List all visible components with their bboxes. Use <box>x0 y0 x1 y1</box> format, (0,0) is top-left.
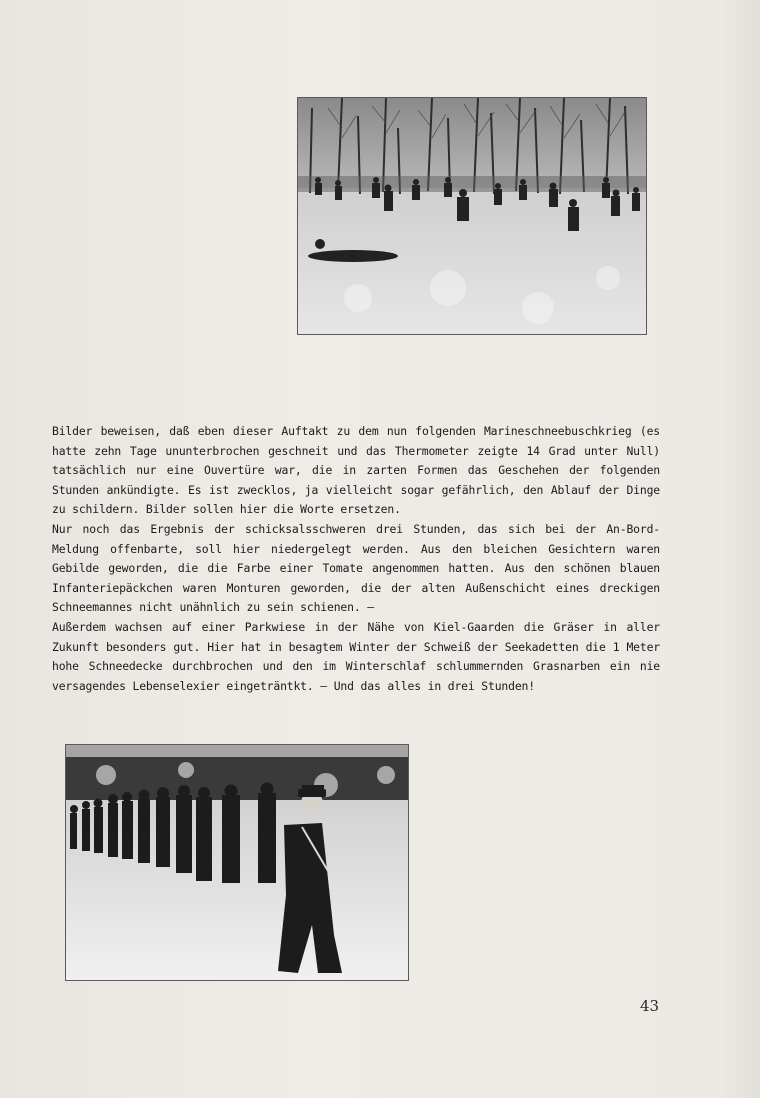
photo-cadets-marching <box>66 745 408 980</box>
paragraph: Bilder beweisen, daß eben dieser Auftakt zu dem nun folgenden Marineschneebuschkrieg (es hatte zehn Tage ununterbrochen geschneit und das Thermometer zeigte 14 Grad unter Null) tatsächlich nur eine Ouvertüre war, die in zarten Formen das Geschehen der folgenden Stunden ankündigte. Es ist zwecklos, ja vielleicht sogar gefährlich, den Ablauf der Dinge zu schildern. Bilder sollen hier die Worte ersetzen. <box>52 424 660 517</box>
snow-field-photo-graphic <box>298 98 646 334</box>
paragraph: Außerdem wachsen auf einer Parkwiese in der Nähe von Kiel-Gaarden die Gräser in aller Zukunft besonders gut. Hier hat in besagtem Winter der Schweiß der Seekadetten die 1 Meter hohe Schneedecke durchbrochen und den im Winterschlaf schlummernden Grasnarben ein nie versagendes Lebenselexier eingeträntkt. — Und das alles in drei Stunden! <box>52 619 660 693</box>
cadets-marching-photo-graphic <box>66 745 408 980</box>
paragraph: Nur noch das Ergebnis der schicksalsschweren drei Stunden, das sich bei der An-Bord-Meldung offenbarte, soll hier niedergelegt werden. Aus den bleichen Gesichtern waren Gebilde geworden, die die Farbe einer Tomate angenommen hatten. Aus den schönen blauen Infanteriepäckchen waren Monturen geworden, die der alten Außenschicht eines dreckigen Schneemannes nicht unähnlich zu sein schienen. — <box>52 521 660 615</box>
page-number: 43 <box>640 997 660 1015</box>
photo-snow-field-exercise <box>298 98 646 334</box>
body-text <box>52 422 660 696</box>
